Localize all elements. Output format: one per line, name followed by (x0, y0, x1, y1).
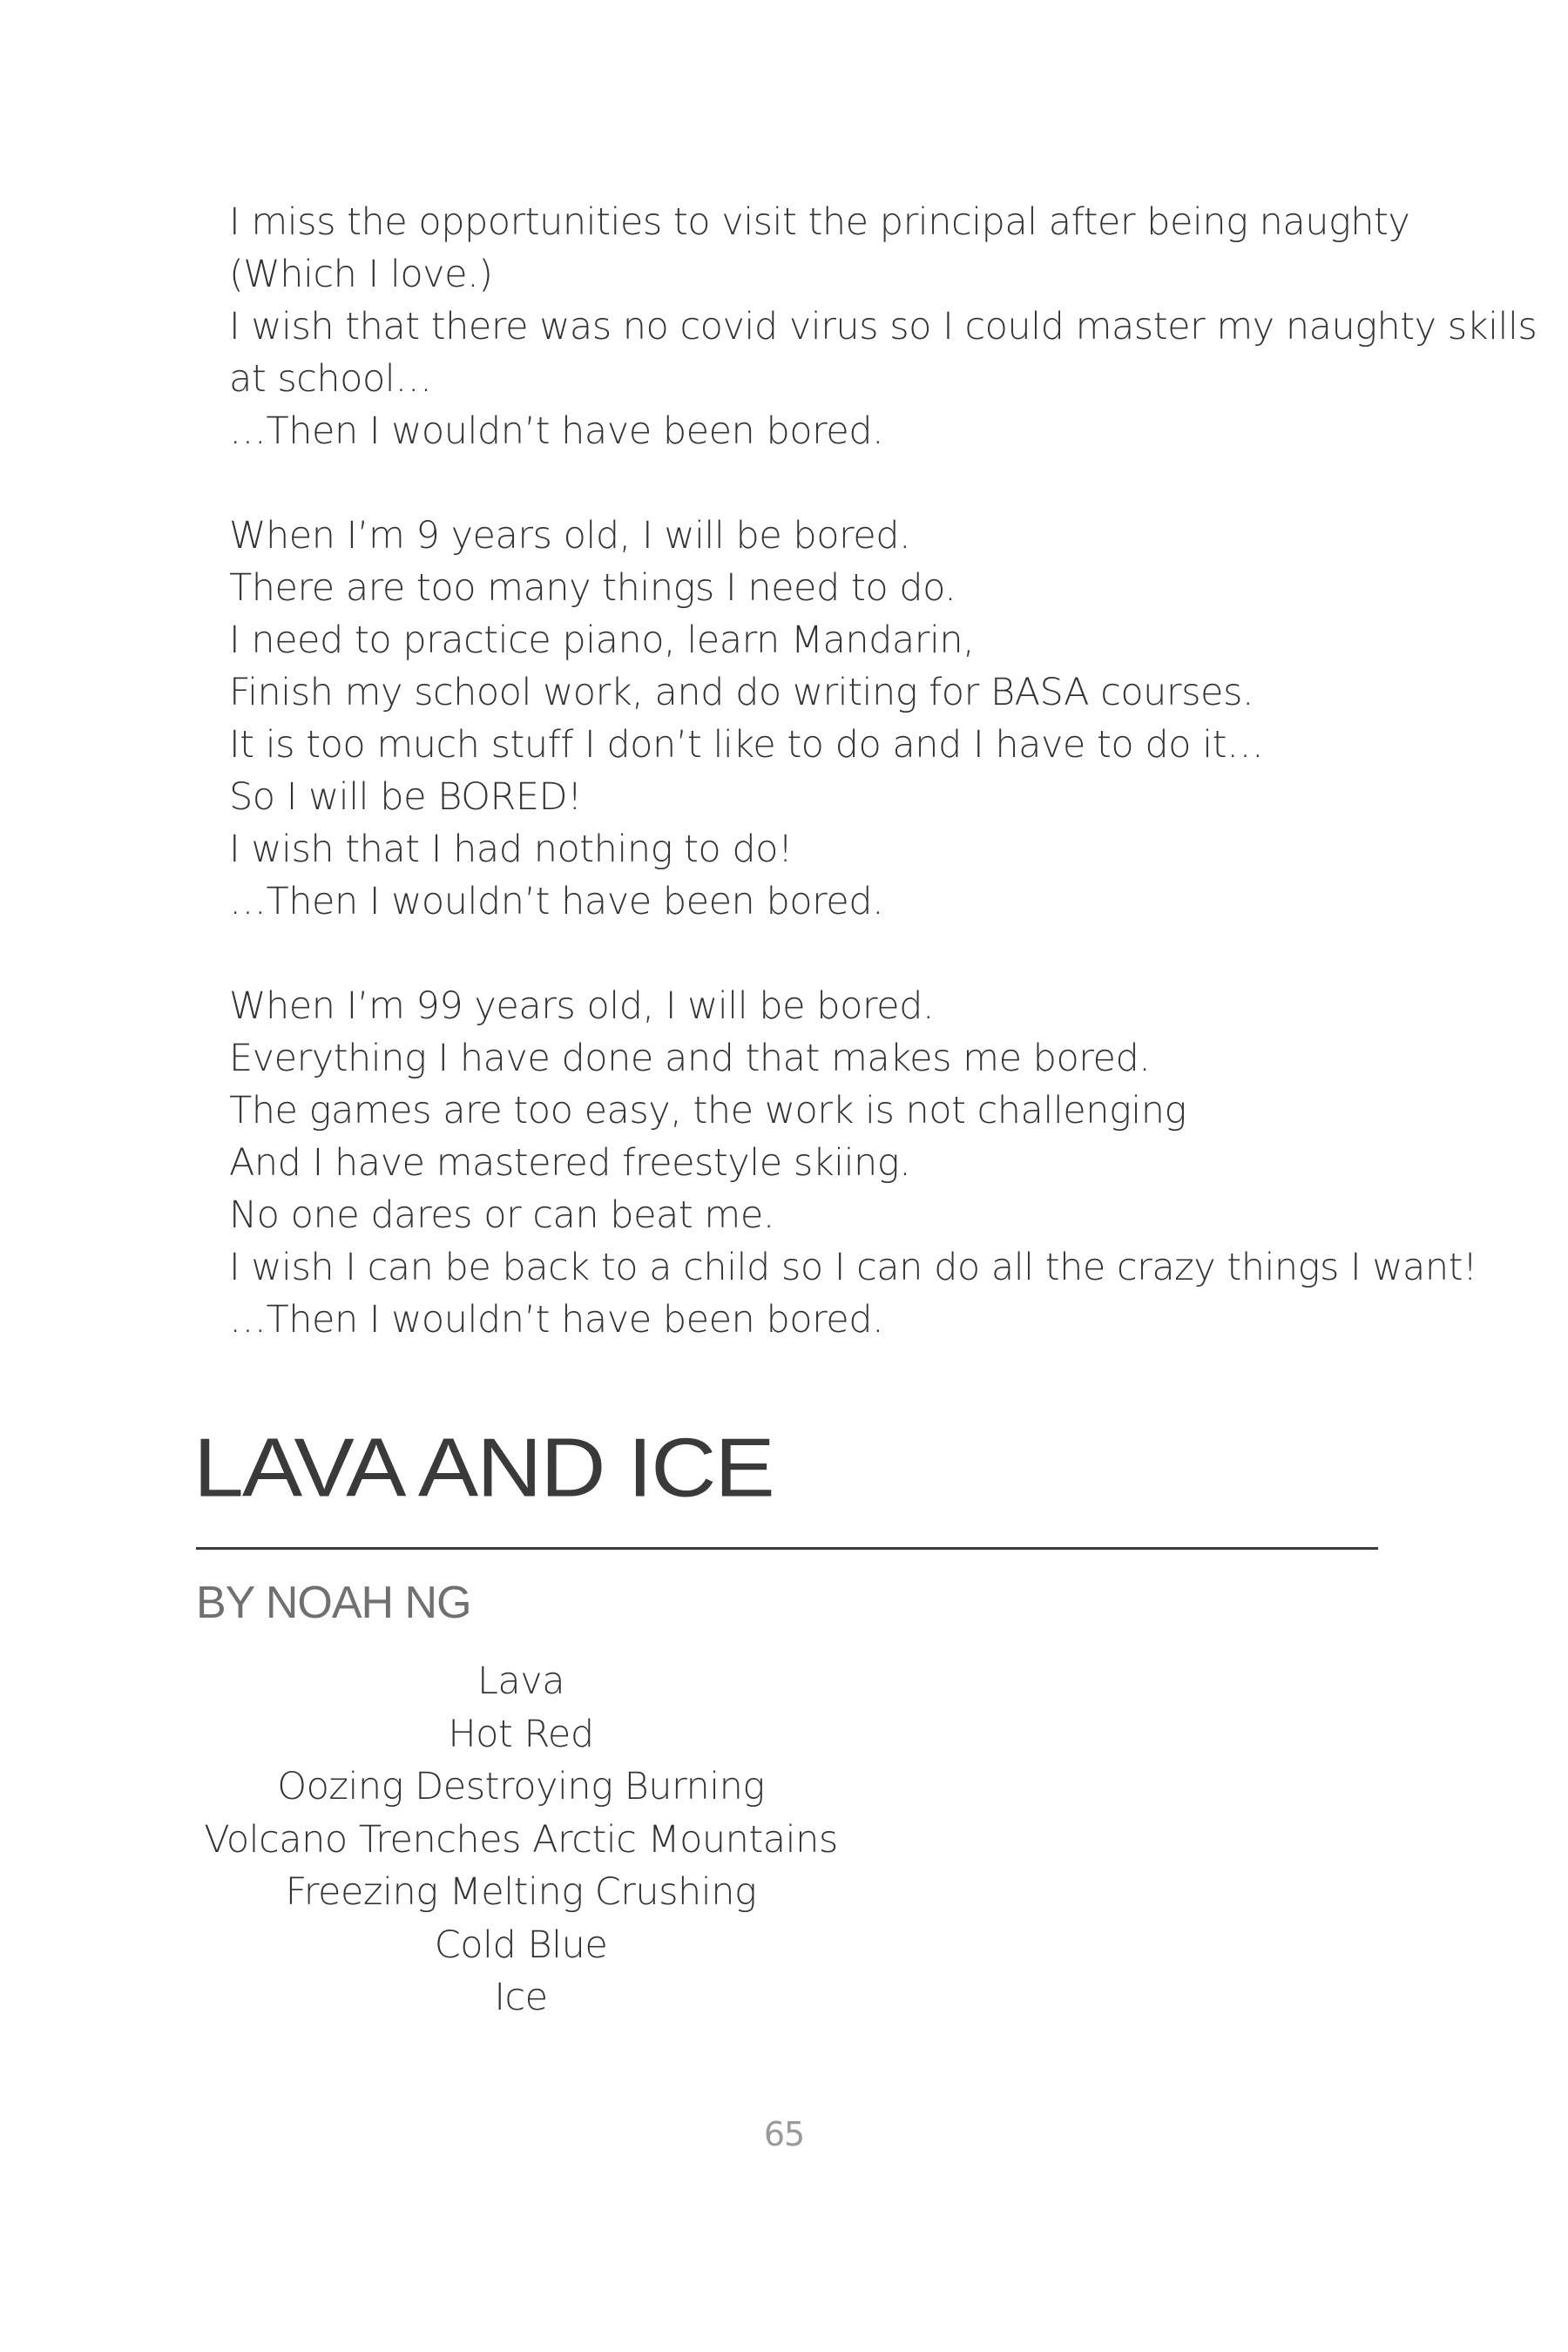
poem-line: I wish that I had nothing to do! (229, 828, 793, 871)
poem-line: Hot Red (448, 1712, 594, 1756)
poem-line: When I’m 9 years old, I will be bored. (229, 514, 911, 558)
title-divider (196, 1547, 1378, 1550)
poem-line: I need to practice piano, learn Mandarin, (229, 618, 975, 662)
poem-line: Oozing Destroying Burning (277, 1765, 765, 1808)
poem-line: I wish that there was no covid virus so I could master my naughty skills (229, 305, 1538, 348)
diamante-poem (172, 1655, 869, 2024)
poem-line: …Then I wouldn’t have been bored. (229, 1298, 884, 1342)
poem-line: It is too much stuff I don’t like to do and I have to do it… (229, 723, 1264, 767)
poem-line: I wish I can be back to a child so I can do all the crazy things I want! (229, 1246, 1477, 1289)
poem-line: at school… (229, 357, 432, 401)
poem-line: I miss the opportunities to visit the principal after being naughty (229, 200, 1410, 244)
poem-line: When I’m 99 years old, I will be bored. (229, 984, 935, 1028)
poem-line: No one dares or can beat me. (229, 1193, 774, 1237)
poem-line: …Then I wouldn’t have been bored. (229, 409, 884, 453)
previous-poem-stanza-3 (229, 980, 1477, 1346)
poem-line: Lava (476, 1659, 565, 1703)
poem-line: And I have mastered freestyle skiing. (229, 1141, 911, 1185)
poem-line: Freezing Melting Crushing (285, 1870, 757, 1914)
poem-author: BY NOAH NG (196, 1578, 471, 1628)
poem-line: There are too many things I need to do. (229, 566, 956, 610)
poem-line: Everything I have done and that makes me bored. (229, 1037, 1151, 1080)
poem-line: So I will be BORED! (229, 775, 582, 819)
previous-poem-stanza-2 (229, 510, 1414, 928)
poem-line: …Then I wouldn’t have been bored. (229, 880, 884, 923)
poem-line: (Which I love.) (229, 253, 493, 296)
poem-line: Finish my school work, and do writing for BASA courses. (229, 671, 1254, 714)
page-number: 65 (763, 2115, 805, 2153)
poem-line: Cold Blue (434, 1923, 608, 1967)
poem-title: LAVA AND ICE (193, 1421, 774, 1515)
previous-poem-stanza-1 (229, 196, 1538, 457)
poem-line: Volcano Trenches Arctic Mountains (204, 1817, 838, 1862)
poem-line: The games are too easy, the work is not challenging (229, 1089, 1186, 1132)
poem-line: Ice (494, 1976, 548, 2019)
